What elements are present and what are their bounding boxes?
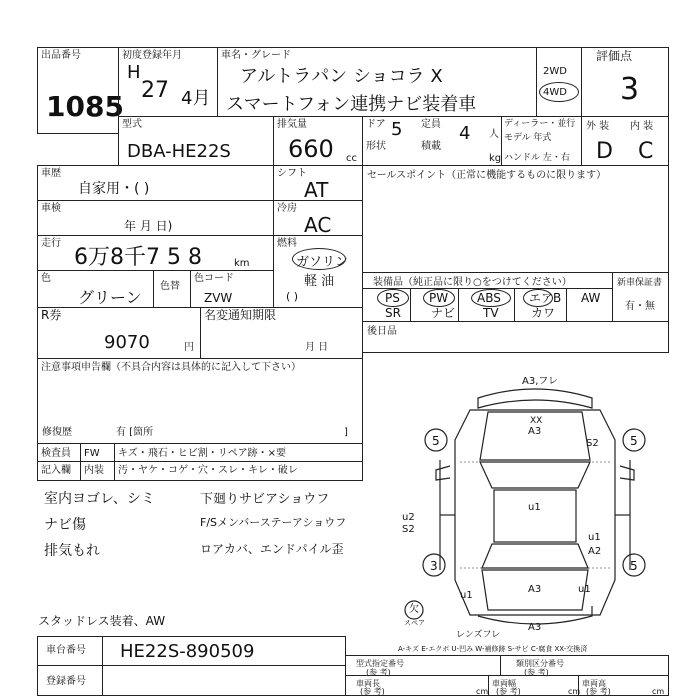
sales-label: セールスポイント（正常に機能するものに限ります） — [367, 170, 607, 181]
remark-line-6: ロアカバ、エンドパイル歪 — [200, 542, 344, 556]
model-box — [118, 116, 274, 166]
car-grade: スマートフォン連携ナビ装着車 — [226, 94, 477, 115]
color-box — [37, 270, 274, 308]
hood-mark-1: XX — [530, 416, 543, 426]
class-no-label: 類別区分番号 — [516, 659, 564, 668]
class-no-sub: (参 考) — [524, 668, 549, 677]
color-value: グリーン — [78, 288, 142, 307]
score-box — [581, 47, 669, 117]
equip-airbag: エアB — [529, 291, 562, 305]
chassis-value: HE22S-890509 — [120, 641, 255, 662]
chassis-box — [37, 636, 346, 666]
ext-int-box — [581, 116, 669, 166]
width-sub: (参 考) — [496, 687, 521, 696]
mark-u2-left: u2 — [402, 512, 415, 523]
equip-leather: カワ — [531, 306, 556, 320]
mileage-box — [37, 235, 274, 271]
equip-navi: ナビ — [431, 306, 456, 320]
model-year-label: モデル 年式 — [504, 133, 552, 143]
mark-s2-right: S2 — [586, 438, 599, 449]
type-no-label: 型式指定番号 — [356, 659, 404, 668]
width-unit: cm — [568, 687, 581, 696]
lot-label: 出品番号 — [41, 50, 81, 61]
mark-a2-right: A2 — [588, 546, 602, 557]
ac-value: AC — [304, 213, 332, 237]
history-box — [37, 165, 274, 201]
mileage-unit: km — [234, 258, 250, 269]
r-ticket-box — [37, 307, 201, 359]
hood-mark-2: A3 — [528, 426, 542, 437]
doors-label: ドア — [366, 119, 386, 130]
fuel-label: 燃料 — [277, 238, 297, 249]
equip-pw: PW — [429, 291, 449, 305]
reg-month: 4月 — [181, 88, 211, 109]
load-label: 積載 — [421, 141, 441, 152]
tire-front-left: 5 — [432, 434, 440, 448]
score-label: 評価点 — [596, 49, 633, 63]
doors-value: 5 — [391, 119, 403, 140]
warranty-value: 有・無 — [625, 301, 655, 312]
mark-u1-right: u1 — [588, 532, 601, 543]
equip-sr: SR — [385, 306, 401, 320]
inspection-label: 車検 — [41, 203, 61, 214]
mark-s2-left: S2 — [402, 524, 415, 535]
type-no-sub: (参 考) — [366, 668, 391, 677]
dealer-box — [501, 116, 582, 166]
inspection-box — [37, 200, 274, 236]
notes-box — [37, 358, 363, 444]
car-box — [217, 47, 537, 117]
equipment-box — [362, 272, 669, 322]
shape-label: 形状 — [366, 141, 386, 152]
int-label: 内 装 — [630, 121, 654, 132]
ext-score: D — [596, 139, 613, 164]
ac-label: 冷房 — [277, 203, 297, 214]
notes-label: 注意事項申告欄（不具合内容は具体的に記入して下さい） — [41, 362, 301, 373]
car-name: アルトラパン ショコラ X — [240, 66, 443, 87]
shift-value: AT — [304, 178, 329, 202]
color-code-paren: ( ) — [286, 290, 299, 303]
pw-circle — [423, 289, 455, 307]
warranty-label: 新車保証書 — [617, 278, 663, 288]
mark-ua3-trunk: A3 — [528, 584, 542, 595]
equip-abs: ABS — [477, 291, 501, 305]
name-change-value: 月 日 — [305, 342, 329, 353]
fuel-diesel: 軽 油 — [304, 274, 335, 289]
equip-aw: AW — [581, 291, 601, 305]
r-value: 9070 — [104, 332, 150, 353]
remark-line-4: 下廻りサビアショウフ — [200, 492, 330, 507]
seats-label: 定員 — [421, 119, 441, 130]
displacement-value: 660 — [288, 135, 334, 163]
inspector-box — [37, 443, 363, 481]
reg-year: 27 — [141, 78, 169, 103]
height-unit: cm — [652, 687, 665, 696]
handle-label: ハンドル 左・右 — [504, 153, 570, 163]
after-box — [362, 321, 669, 353]
repair-close: ] — [344, 427, 348, 438]
repair-value: 有 [箇所 — [116, 427, 154, 438]
color-label: 色 — [41, 273, 51, 284]
displacement-label: 排気量 — [277, 119, 307, 130]
reg-era: H — [127, 62, 141, 83]
mark-u1-roof: u1 — [528, 502, 541, 513]
height-sub: (参 考) — [586, 687, 611, 696]
tire-rear-right: 5 — [630, 559, 638, 573]
mileage-label: 走行 — [41, 238, 61, 249]
shift-label: シフト — [277, 168, 307, 179]
reg-label: 初度登録年月 — [122, 50, 182, 61]
inspection-value: 年 月 日) — [124, 219, 173, 233]
history-value: 自家用・( ) — [78, 181, 150, 197]
rear-lens-note: レンズフレ — [456, 630, 501, 640]
airbag-circle — [523, 289, 553, 307]
cc-unit: cc — [346, 153, 357, 164]
sales-box — [362, 165, 669, 273]
mark-a3-rear: A3 — [528, 622, 542, 633]
shift-box — [273, 165, 363, 201]
score-value: 3 — [620, 72, 640, 107]
remark-line-2: ナビ傷 — [44, 517, 86, 533]
lot-box — [37, 47, 124, 134]
fw-label: FW — [84, 448, 100, 459]
length-label: 車両長 — [356, 679, 380, 688]
mark-u1-rearleft: u1 — [460, 590, 473, 601]
remark-line-1: 室内ヨゴレ、シミ — [44, 491, 155, 507]
reg-no-box — [37, 665, 346, 696]
chassis-label: 車台番号 — [46, 645, 86, 656]
fuel-box — [273, 235, 363, 308]
reg-box — [118, 47, 218, 117]
top-mark: A3,フレ — [522, 376, 558, 387]
writer-label: 記入欄 — [41, 465, 71, 476]
interior-label: 内装 — [84, 465, 104, 476]
history-label: 車歴 — [41, 168, 61, 179]
remark-line-3: 排気もれ — [44, 543, 100, 559]
reg-no-label: 登録番号 — [46, 676, 86, 687]
equip-tv: TV — [483, 306, 499, 320]
name-change-label: 名変通知期限 — [204, 308, 277, 322]
color-change-label: 色替 — [160, 281, 180, 292]
model-value: DBA-HE22S — [127, 141, 231, 162]
seats-unit: 人 — [489, 129, 499, 140]
ac-box — [273, 200, 363, 236]
drive-4wd: 4WD — [543, 87, 567, 98]
mileage-value: 6万8千7 5 8 — [74, 245, 202, 270]
load-unit: kg — [489, 153, 502, 164]
interior-marks: 汚・ヤケ・コゲ・穴・スレ・キレ・破レ — [118, 465, 298, 476]
model-label: 型式 — [122, 119, 142, 130]
damage-legend: A-キズ E-エクボ U-凹み W-補修跡 S-サビ C-腐食 XX-交換済 — [398, 645, 588, 653]
mark-u1-rearright: u1 — [578, 584, 591, 595]
spare-tire: 欠 — [409, 604, 419, 615]
abs-circle — [471, 289, 511, 307]
remark-line-5: F/Sメンバーステーアショウフ — [200, 516, 347, 529]
color-code-value: ZVW — [204, 291, 233, 305]
exterior-marks: キズ・飛石・ヒビ割・リペア跡・×要 — [118, 448, 286, 459]
equipment-label: 装備品（純正品に限り○をつけてください） — [373, 277, 572, 288]
seats-value: 4 — [459, 123, 471, 144]
ps-circle — [377, 289, 409, 307]
displacement-box — [273, 116, 363, 166]
drive-2wd: 2WD — [543, 66, 567, 77]
drive-box — [536, 47, 582, 117]
length-sub: (参 考) — [360, 687, 385, 696]
dealer-label: ディーラー・並行 — [504, 119, 576, 129]
r-label: R券 — [41, 308, 62, 322]
car-label: 車名・グレード — [221, 50, 291, 61]
remark-line-7: スタッドレス装着、AW — [38, 614, 166, 628]
int-score: C — [638, 139, 654, 164]
tire-front-right: 5 — [630, 434, 638, 448]
lot-number: 1085 — [46, 90, 124, 123]
repair-label: 修復歴 — [42, 427, 72, 438]
color-code-label: 色コード — [194, 273, 234, 284]
r-unit: 円 — [184, 342, 194, 353]
equip-ps: PS — [385, 291, 400, 305]
fuel-value: ガソリン — [296, 255, 349, 270]
width-label: 車両幅 — [492, 679, 516, 688]
after-label: 後日品 — [367, 326, 397, 337]
name-change-box — [200, 307, 363, 359]
ext-label: 外 装 — [586, 121, 610, 132]
height-label: 車両高 — [582, 679, 606, 688]
spare-label: スペア — [404, 619, 425, 627]
length-unit: cm — [476, 687, 489, 696]
inspector-label: 検査員 — [41, 448, 71, 459]
door-box — [362, 116, 502, 166]
tire-rear-left: 3 — [430, 559, 438, 573]
